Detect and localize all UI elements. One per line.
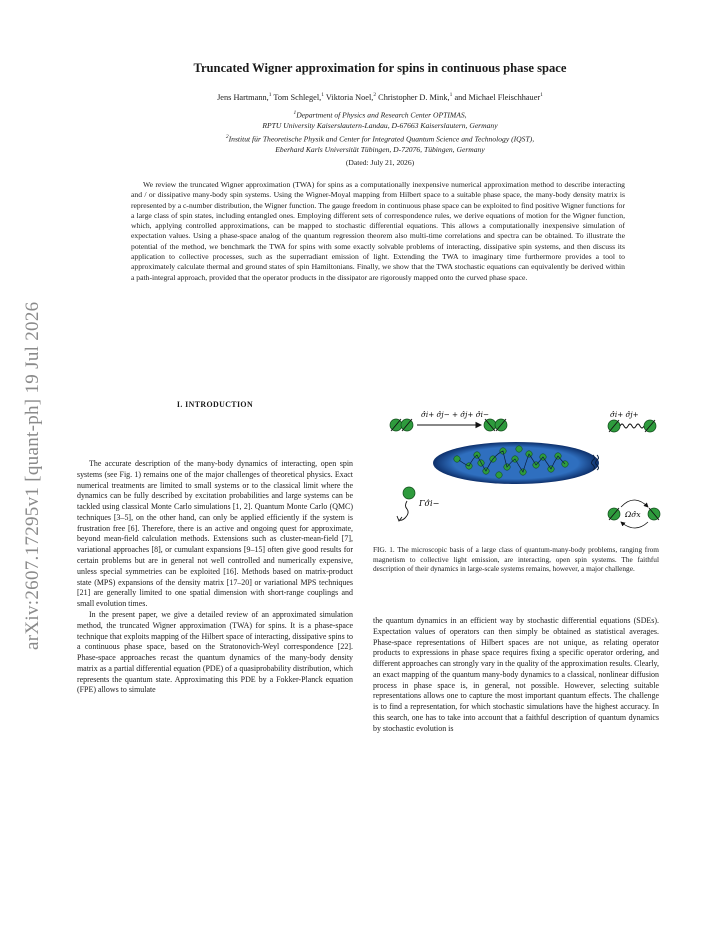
author: Tom Schlegel, bbox=[273, 92, 322, 102]
affiliation-line: Eberhard Karls Universität Tübingen, D-72076, Tübingen, Germany bbox=[275, 144, 485, 154]
author: Viktoria Noel, bbox=[325, 92, 374, 102]
right-column bbox=[373, 616, 659, 735]
section-heading: I. INTRODUCTION bbox=[176, 400, 254, 409]
paragraph: the quantum dynamics in an efficient way by stochastic differential equations (SDEs). Expectation values of operators can then simply be obtained as statistical averages. Phase-space representations of Hilbert spaces are not unique, as relating operator products to expressions in phase space requires fixing a specific operator ordering, and different approaches can strongly vary in the quality of the approximation results. Clearly, an exact mapping of the quantum many-body dynamics to a classical, nonlinear diffusion process in phase space is, in general, not possible. However, selecting suitable representations allows one to capture the most important quantum effects. The challenge is to find a representation, for which stochastic simulations have the highest accuracy. In this search, one has to take into account that a faithful description of quantum dynamics by stochastic evolution is bbox=[373, 616, 659, 733]
abstract: We review the truncated Wigner approximation (TWA) for spins as a computationally inexpensive numerical approximation method to describe interacting and / or dissipative many-body spin systems. Using the Wigner-Moyal mapping from Hilbert space to a suitable phase space, the many-body density matrix is represented by a c-number distribution, the Wigner function. The gauge freedom in continuous phase space can be exploited to find positive Wigner functions for a large class of spin states, including entangled ones. Employing different sets of correspondence rules, we derive equations of motion for the Wigner function, which, applying controlled approximations, can be mapped to stochastic differential equations. This allows a computationally inexpensive simulation of expectation values. Using a phase-space analog of the quantum regression theorem also multi-time correlations and spectra can be obtained. To illustrate the potential of the method, we benchmark the TWA for spins with some exactly solvable problems of interacting, dissipative spin systems, and then discuss its application to collective processes, such as the superradiant emission of light. Extending the TWA to imaginary time furthermore provides a tool to approximately calculate thermal and ground states of spin Hamiltonians. Finally, we show that the TWA stochastic equations can equivalently be derived within a path-integral approach, provided that the operator products in the dissipator are rigorously mapped onto the curved phase space. bbox=[131, 180, 625, 282]
decaying-spin bbox=[397, 487, 415, 521]
affiliation-line: Department of Physics and Research Center OPTIMAS, bbox=[296, 110, 467, 120]
atom-cloud bbox=[433, 442, 599, 484]
affiliations: $^1$Department of Physics and Research Center OPTIMAS, RPTU University Kaiserslautern-Landau, D-67663 Kaiserslautern, Germany $^2$Institut für Theoretische Physik and Center for Integrated Quantum Science and Technology (IQST), Eberhard Karls Universität Tübingen, D-72076, Tübingen, Germany bbox=[225, 110, 535, 154]
left-column bbox=[77, 459, 353, 696]
author: Jens Hartmann, bbox=[217, 92, 269, 102]
date-line: (Dated: July 21, 2026) bbox=[345, 158, 415, 167]
spin-pair-left bbox=[390, 419, 413, 431]
drive-label: Ωσ̂x bbox=[625, 510, 641, 519]
spin-pair-right bbox=[484, 419, 507, 431]
decay-label: Γσ̂i− bbox=[419, 499, 440, 508]
author: and Michael Fleischhauer bbox=[454, 92, 541, 102]
interaction-label: σ̂i+ σ̂j+ bbox=[610, 410, 639, 419]
figure-caption: FIG. 1. The microscopic basis of a large class of quantum-many-body problems, ranging from magnetism to collective light emission, are interacting, open spin systems. The faithful description of their dynamics in large-scale systems remains, however, a major challenge. bbox=[373, 545, 659, 574]
paper-title: Truncated Wigner approximation for spins in continuous phase space bbox=[193, 61, 567, 75]
hopping-label: σ̂i+ σ̂j− + σ̂j+ σ̂i− bbox=[421, 410, 489, 419]
author-list: Jens Hartmann,$^1$ Tom Schlegel,$^1$ Viktoria Noel,$^2$ Christopher D. Mink,$^1$ and Michael Fleischhauer$^1$ bbox=[217, 92, 543, 102]
spin-pair-interaction bbox=[608, 420, 656, 432]
paragraph: In the present paper, we give a detailed review of an approximated simulation method, the truncated Wigner approximation (TWA) for spins. It is a phase-space technique that exploits mapping of the Hilbert space of interacting, dissipative spins to a continuous phase space, based on the Stratonovich-Weyl correspondence [22]. Phase-space approaches recast the quantum dynamics of the many-body density matrix as a partial differential equation (PDE) of a quasiprobability distribution, which represents the quantum state. Approximating this PDE by a Fokker-Planck equation (FPE) allows to simulate bbox=[77, 609, 353, 695]
figure-1 bbox=[373, 393, 663, 533]
author: Christopher D. Mink, bbox=[378, 92, 450, 102]
affiliation-line: Institut für Theoretische Physik and Center for Integrated Quantum Science and Technology (IQST), bbox=[228, 134, 535, 144]
affiliation-line: RPTU University Kaiserslautern-Landau, D-67663 Kaiserslautern, Germany bbox=[262, 121, 498, 131]
arxiv-identifier: arXiv:2607.17295v1 [quant-ph] 19 Jul 2026 bbox=[22, 301, 43, 650]
paragraph: The accurate description of the many-body dynamics of interacting, open spin systems (see Fig. 1) remains one of the major challenges of theoretical physics. Exact numerical treatments are limited to small systems or to the classical limit where the dynamics can be fully described by excitation probabilities and large systems can be tackled using classical Monte Carlo simulations [1, 2]. Quantum Monte Carlo (QMC) techniques [3–5], on the other hand, can only be applied efficiently if the system is frustration free [6]. Therefore, there is an active and ongoing quest for approximate, beyond mean-field calculation methods. Extensions such as cluster-mean-field [7], variational approaches [8], or cumulant expansions [9–15] often give good results for certain problems but are in general not well controlled and numerically expensive, unless special symmetries can be exploited [16]. Methods based on matrix-product state (MPS) expansions of the density matrix [17–20] or variational MPS techniques [21] are generally limited to one spatial dimension with short-range couplings and small evolution times. bbox=[77, 459, 353, 609]
